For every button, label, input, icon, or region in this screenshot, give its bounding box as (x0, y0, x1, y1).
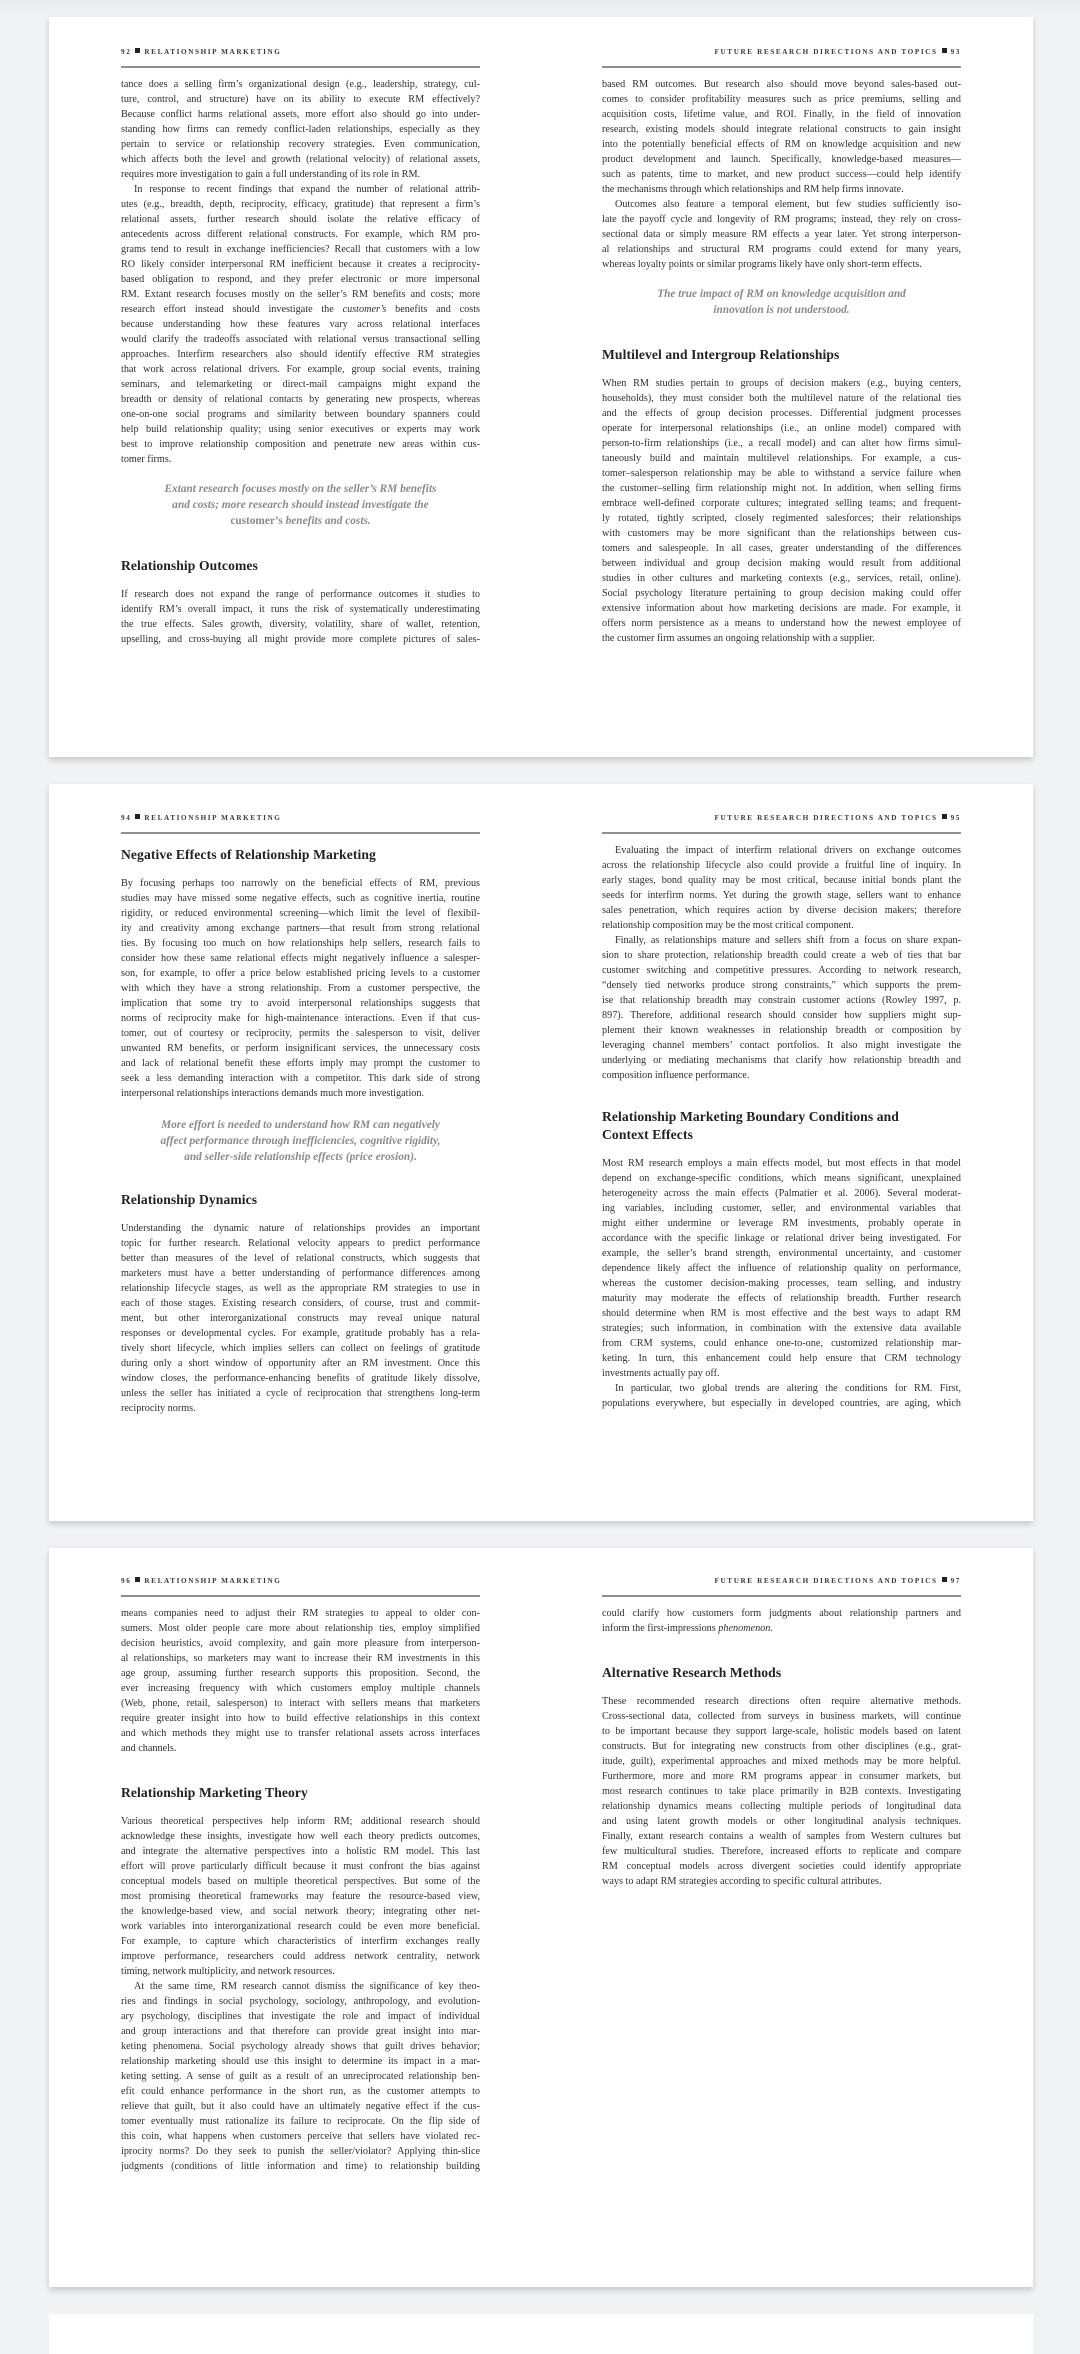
text-line: effort will prove particularly difficult because it must confront the bias against (121, 1861, 480, 1872)
section-heading: Relationship Dynamics (121, 1192, 258, 1207)
text-line: grams tend to result in exchange inefficiencies? Recall that customers with a low (121, 244, 480, 255)
text-line: iprocity norms? Do they seek to punish the seller/violator? Applying thin-slice (121, 2146, 480, 2157)
text-line: ing variables, including customer, seller, and environmental variables that (602, 1203, 961, 1214)
pull-quote-line: More effort is needed to understand how RM can negatively (161, 1119, 440, 1131)
text-line: Most RM research employs a main effects model, but most effects in that model (602, 1158, 961, 1169)
text-line: acquisition costs, lifetime value, and ROI. Finally, in the field of innovation (602, 109, 961, 120)
text-line: operate for interpersonal relationships (i.e., an online model) compared with (602, 423, 961, 434)
pull-quote (121, 1117, 480, 1165)
text-line: improve performance, researchers could address network centrality, network (121, 1951, 480, 1962)
running-head-title: FUTURE RESEARCH DIRECTIONS AND TOPICS (714, 814, 938, 822)
text-line: age group, assuming further research supports this proposition. Second, the (121, 1668, 480, 1679)
text-line: leveraging channel members’ contact portfolios. It also might investigate the (602, 1040, 961, 1051)
text-line: customer switching and competitive pressures. According to network research, (602, 965, 961, 976)
text-line: Furthermore, more and more RM programs appear in consumer markets, but (602, 1771, 961, 1782)
pull-quote-line: and seller-side relationship effects (price erosion). (184, 1151, 417, 1163)
text-line: Finally, extant research contains a wealth of samples from Western cultures but (602, 1831, 961, 1842)
text-line: offers norm persistence as a means to understand how the newest employee of (602, 618, 961, 629)
text-line: interpersonal relationships interactions demands much more investigation. (121, 1088, 425, 1099)
text-line: norms of reciprocity make for high-maintenance interactions. Even if that cus- (121, 1013, 480, 1024)
pull-quote-line: The true impact of RM on knowledge acquisition and (657, 288, 906, 300)
text-line: extensive information about how marketing decisions are made. For example, it (602, 603, 961, 614)
text-line: the customer–selling firm relationship might not. In addition, when selling firms (602, 483, 961, 494)
text-line: tively short lifecycle, which implies sellers can collect on feelings of gratitude (121, 1343, 480, 1354)
page-93 (602, 47, 961, 646)
text-line: requires more investigation to gain a full understanding of its role in RM. (121, 169, 421, 180)
text-line: topic for further research. Relational velocity appears to predict performance (121, 1238, 480, 1249)
text-line: consider how these same relational effects might negatively influence a salesper- (121, 953, 480, 964)
text-line: al relationships and structural RM programs could extend for many years, (602, 244, 961, 255)
pull-quote-line (121, 513, 480, 529)
text-line: sectional data or simply measure RM effects a year later. Yet strong interperson- (602, 229, 961, 240)
text-line: comes to consider profitability measures such as price premiums, selling and (602, 94, 961, 105)
text-line: Various theoretical perspectives help inform RM; additional research should (121, 1816, 480, 1827)
text-line: because understanding how these features vary across relational interfaces (121, 319, 480, 330)
running-head (602, 47, 961, 58)
text-line: RM conceptual models across divergent societies could identify appropriate (602, 1861, 961, 1872)
body-text (602, 376, 961, 646)
text-line: Because conflict harms relational assets, more effort also should go into under- (121, 109, 480, 120)
text-line: that work across relational drivers. For example, group social events, training (121, 364, 480, 375)
page-number: 93 (950, 48, 961, 56)
emphasis: customer’s (342, 304, 387, 315)
text-line: product development and launch. Specifically, knowledge-based measures— (602, 154, 961, 165)
text-line: conceptual models based on multiple theoretical perspectives. But some of the (121, 1876, 480, 1887)
text-line: unless the seller has initiated a cycle of reciprocation that strengthens long-term (121, 1388, 480, 1399)
page-number: 94 (121, 814, 132, 822)
header-rule (602, 66, 961, 68)
text-line: acknowledge these insights, investigate how well each theory predicts outcomes, (121, 1831, 480, 1842)
running-head (121, 813, 480, 824)
body-text (121, 1221, 480, 1416)
text-line: tomer firms. (121, 454, 172, 465)
pull-quote-line: and costs; more research should instead investigate the (172, 499, 429, 511)
text-line: unwanted RM benefits, or perform insignificant services, the unnecessary costs (121, 1043, 480, 1054)
text-line: and using latent growth models or other longitudinal analysis techniques. (602, 1816, 961, 1827)
text-line: studies in other cultures and marketing contexts (e.g., services, retail, online). (602, 573, 961, 584)
text-line: would clarify the tradeoffs associated with relational versus transactional selling (121, 334, 480, 345)
text-line: heterogeneity across the main effects (Palmatier et al. 2006). Several moderat- (602, 1188, 961, 1199)
text-line: rigidity, or reduced environmental screening—which limit the level of flexibil- (121, 908, 480, 919)
text-line: should determine when RM is most effective and the best ways to adapt RM (602, 1308, 961, 1319)
text-line: seeds for interfirm norms. Yet during the growth stage, sellers want to enhance (602, 890, 961, 901)
text-line: Outcomes also feature a temporal element, but few studies sufficiently iso- (615, 199, 961, 210)
header-rule (602, 1595, 961, 1597)
text-line: breadth or density of relational contacts by generating new prospects, whereas (121, 394, 480, 405)
text-line: into the potentially beneficial effects of RM on knowledge acquisition and new (602, 139, 961, 150)
black-square-icon (942, 814, 947, 819)
text-fragment: inform the first-impressions (602, 1623, 716, 1634)
section-heading: Alternative Research Methods (602, 1665, 782, 1680)
pull-quote-line: Extant research focuses mostly on the seller’s RM benefits (164, 483, 437, 495)
text-line: tance does a selling firm’s organizational design (e.g., leadership, strategy, cul- (121, 79, 480, 90)
text-line: ever increasing frequency with which customers employ multiple channels (121, 1683, 480, 1694)
text-line: investments actually pay off. (602, 1368, 720, 1379)
running-head (121, 1576, 480, 1587)
pull-quote-line: innovation is not understood. (713, 304, 850, 316)
text-line: ise that relationship breadth may constrain customer actions (Rowley 1997, p. (602, 995, 961, 1006)
text-line: If research does not expand the range of performance outcomes it studies to (121, 589, 480, 600)
heading-line: Context Effects (602, 1127, 693, 1142)
text-line: populations everywhere, but especially in developed countries, are aging, which (602, 1398, 961, 1409)
text-line: ity and creativity among exchange partners—that result from strong relational (121, 923, 480, 934)
black-square-icon (135, 814, 140, 819)
text-line: keting. In turn, this enhancement could help ensure that CRM technology (602, 1353, 961, 1364)
section-heading: Relationship Marketing Theory (121, 1785, 308, 1800)
text-line: the mechanisms through which relationships and RM help firms innovate. (602, 184, 904, 195)
header-rule (602, 832, 961, 834)
text-line: which affects both the level and growth (relational velocity) of relational assets, (121, 154, 480, 165)
text-line: constructs. But for integrating new constructs from other disciplines (e.g., grat- (602, 1741, 961, 1752)
pull-quote (121, 481, 480, 529)
text-line: most promising theoretical frameworks may feature the resource-based view, (121, 1891, 480, 1902)
text-line: ary psychology, disciplines that investigate the role and impact of individual (121, 2011, 480, 2022)
text-line: composition influence performance. (602, 1070, 750, 1081)
text-line: from CRM systems, could enhance one-to-one, customized relationship mar- (602, 1338, 961, 1349)
text-line: with customers may be more significant than the relationships between cus- (602, 528, 961, 539)
text-line: Evaluating the impact of interfirm relational drivers on exchange outcomes (615, 845, 961, 856)
text-line: relationship dynamics means collecting multiple periods of longitudinal data (602, 1801, 961, 1812)
text-line: and group interactions and that therefore can provide great insight into mar- (121, 2026, 480, 2037)
text-line: across the relationship lifecycle also could provide a fruitful line of inquiry. In (602, 860, 961, 871)
section-heading: Relationship Outcomes (121, 558, 258, 573)
text-line: require greater insight into how to build effective relationships in this context (121, 1713, 480, 1724)
text-line: timing, network multiplicity, and network resources. (121, 1966, 335, 1977)
text-line: relationship composition may be the most critical component. (602, 920, 854, 931)
text-line: efit could enhance performance in the short run, as the customer attempts to (121, 2086, 480, 2097)
text-line: upselling, and cross-buying all might provide more complete pictures of sales- (121, 634, 480, 645)
text-line: relieve that guilt, but it also could have an ultimately negative effect if the cus- (121, 2101, 480, 2112)
page-96 (121, 1576, 480, 2174)
text-line: better than measures of the level of relational constructs, which suggests that (121, 1253, 480, 1264)
text-line: pertain to service or relationship recovery strategies. Even communication, (121, 139, 480, 150)
heading-line: Relationship Marketing Boundary Conditions and (602, 1109, 899, 1124)
text-line: By focusing perhaps too narrowly on the beneficial effects of RM, previous (121, 878, 480, 889)
text-line: These recommended research directions often require alternative methods. (602, 1696, 961, 1707)
text-line: taneously build and maintain multilevel relationships. For example, a cus- (602, 453, 961, 464)
text-line: best to improve relationship composition and penetrate new areas within cus- (121, 439, 480, 450)
text-line: early stages, bond quality may be most critical, because initial bonds plant the (602, 875, 961, 886)
header-rule (121, 832, 480, 834)
text-line: seminars, and telemarketing or direct-mail campaigns might expand the (121, 379, 480, 390)
section-heading: Negative Effects of Relationship Marketing (121, 847, 376, 862)
text-line: marketers must have a better understanding of performance differences among (121, 1268, 480, 1279)
text-line: tomer eventually must rationalize its failure to reciprocate. On the flip side of (121, 2116, 480, 2127)
text-line: and the effects of group decision processes. Differential judgment processes (602, 408, 961, 419)
body-text (602, 1606, 961, 1636)
text-line: example, the seller’s brand strength, environmental uncertainty, and customer (602, 1248, 961, 1259)
text-line: dependence likely affect the influence of relationship quality on performance, (602, 1263, 961, 1274)
text-line: studies may have missed some negative effects, such as cognitive inertia, routine (121, 893, 480, 904)
text-line: In particular, two global trends are altering the conditions for RM. First, (615, 1383, 961, 1394)
text-line: antecedents across different relational constructs. For example, which RM pro- (121, 229, 480, 240)
text-line: reciprocity norms. (121, 1403, 196, 1414)
text-line: keting setting. A sense of guilt as a result of an unreciprocated relationship ben- (121, 2071, 480, 2082)
running-head-title: RELATIONSHIP MARKETING (144, 814, 282, 822)
body-text (121, 587, 480, 647)
text-line: accordance with the specific linkage or relational driver being investigated. For (602, 1233, 961, 1244)
text-line: RM. Extant research focuses mostly on the seller’s RM benefits and costs; more (121, 289, 480, 300)
text-line: whereas the customer decision-making processes, team selling, and industry (602, 1278, 961, 1289)
text-line: households), they must consider both the multilevel nature of the relational ties (602, 393, 961, 404)
text-line: utes (e.g., breadth, depth, reciprocity, efficacy, gratitude) that represent a firm’s (121, 199, 480, 210)
text-line: standing how firms can remedy conflict-laden relationships, especially as they (121, 124, 480, 135)
running-head (121, 47, 480, 58)
next-spread-partial (49, 2314, 1033, 2354)
text-line: plement their known weaknesses in relationship breadth or composition by (602, 1025, 961, 1036)
text-line: (Web, phone, retail, salesperson) to interact with sellers means that marketers (121, 1698, 480, 1709)
text-line: decision heuristics, avoid complexity, and gain more pleasure from interperson- (121, 1638, 480, 1649)
text-line: Understanding the dynamic nature of relationships provides an important (121, 1223, 480, 1234)
text-line: son, for example, to offer a price below established pricing levels to a customer (121, 968, 480, 979)
text-line: ties. By focusing too much on how relationships help sellers, research fails to (121, 938, 480, 949)
text-line: late the payoff cycle and longevity of RM programs; instead, they rely on cross- (602, 214, 961, 225)
text-line: one-on-one social programs and similarity between boundary spanners could (121, 409, 480, 420)
text-line: window closes, the performance-enhancing benefits of gratitude likely dissolve, (121, 1373, 480, 1384)
page-number: 97 (950, 1577, 961, 1585)
text-line: maturity may moderate the effects of relationship breadth. Further research (602, 1293, 961, 1304)
text-line: could clarify how customers form judgments about relationship partners and (602, 1608, 961, 1619)
text-line: At the same time, RM research cannot dismiss the significance of key theo- (134, 1981, 480, 1992)
text-line: during only a short window of opportunity after an RM investment. Once this (121, 1358, 480, 1369)
viewer-top-shadow (0, 0, 1080, 17)
text-line: between individual and group decision making would result from additional (602, 558, 961, 569)
black-square-icon (942, 1577, 947, 1582)
spread-94-95 (49, 784, 1033, 1521)
text-line: with which they have a strong relationship. From a customer perspective, the (121, 983, 480, 994)
text-line: means companies need to adjust their RM strategies to appeal to older con- (121, 1608, 480, 1619)
running-head-title: RELATIONSHIP MARKETING (144, 48, 282, 56)
text-line: whereas loyalty points or similar programs likely have only short-term effects. (602, 259, 922, 270)
page-97 (602, 1576, 961, 1889)
running-head (602, 813, 961, 824)
text-line: sales penetration, which requires action by diverse decision makers; therefore (602, 905, 961, 916)
pull-quote-fragment: benefits and costs. (285, 515, 371, 527)
text-line: approaches. Interfirm researchers also should identify effective RM strategies (121, 349, 480, 360)
text-line: identify RM’s overall impact, it runs the risk of systematically underestimating (121, 604, 480, 615)
text-line: ture, control, and structure) have on its ability to execute RM effectively? (121, 94, 480, 105)
black-square-icon (942, 48, 947, 53)
text-line: work variables into interorganizational research could be even more beneficial. (121, 1921, 480, 1932)
text-line: underlying or mediating mechanisms that clarify how relationship breadth and (602, 1055, 961, 1066)
text-line: Finally, as relationships mature and sellers shift from a focus on share expan- (615, 935, 961, 946)
page-94 (121, 813, 480, 1416)
text-fragment: research effort instead should investigate the (121, 304, 334, 315)
body-text (121, 1606, 480, 1756)
text-line: “densely tied networks produce strong constraints,” which supports the prem- (602, 980, 961, 991)
black-square-icon (135, 1577, 140, 1582)
body-text (121, 77, 480, 467)
text-line: seek a less demanding interaction with a competitor. This dark side of strong (121, 1073, 480, 1084)
page-92 (121, 47, 480, 647)
text-line: depend on exchange-specific conditions, which means significant, unexplained (602, 1173, 961, 1184)
text-line: RO likely consider interpersonal RM inefficient because it creates a reciprocity- (121, 259, 480, 270)
text-line: person-to-firm relationships (i.e., a recall model) and can alter how firms simul- (602, 438, 961, 449)
body-text (602, 77, 961, 272)
text-line: relational assets, further research should isolate the relative efficacy of (121, 214, 480, 225)
page-number: 96 (121, 1577, 132, 1585)
text-line: sumers. Most older people care more about relationship ties, employ simplified (121, 1623, 480, 1634)
body-text (121, 1814, 480, 2174)
emphasis: phenomenon. (718, 1623, 773, 1634)
text-line: ment, but other interorganizational constructs may reveal unique natural (121, 1313, 480, 1324)
text-line: most research continues to take place primarily in B2B contexts. Investigating (602, 1786, 961, 1797)
running-head-title: RELATIONSHIP MARKETING (144, 1577, 282, 1585)
text-line: ly rotated, tightly scripted, closely regimented salesforces; their relationships (602, 513, 961, 524)
text-line: and integrate the alternative perspectives into a holistic RM model. This last (121, 1846, 480, 1857)
spread-92-93 (49, 17, 1033, 757)
text-line: al relationships, so marketers may want to increase their RM investments in this (121, 1653, 480, 1664)
text-line: tomer–salesperson relationship may be able to withstand a service failure when (602, 468, 961, 479)
text-line: the customer firm assumes an ongoing relationship with a supplier. (602, 633, 875, 644)
text-line: sion to share protection, relationship breadth could create a web of ties that bar (602, 950, 961, 961)
section-heading: Multilevel and Intergroup Relationships (602, 347, 840, 362)
text-line: responses or developmental cycles. For example, gratitude probably has a rela- (121, 1328, 480, 1339)
pull-quote-line: affect performance through inefficiencies, cognitive rigidity, (160, 1135, 441, 1147)
text-fragment: benefits and costs (395, 304, 480, 315)
text-line: based RM outcomes. But research also should move beyond sales-based out- (602, 79, 961, 90)
text-line: few multicultural studies. Therefore, increased efforts to replicate and compare (602, 1846, 961, 1857)
text-line: For example, to capture which characteristics of interfirm exchanges really (121, 1936, 480, 1947)
body-text (602, 1156, 961, 1411)
section-heading (602, 1108, 961, 1144)
text-line: and channels. (121, 1743, 177, 1754)
text-line: the knowledge-based view, and social network theory; integrating other net- (121, 1906, 480, 1917)
text-line: to be important because they support large-scale, holistic models based on latent (602, 1726, 961, 1737)
black-square-icon (135, 48, 140, 53)
running-head-title: FUTURE RESEARCH DIRECTIONS AND TOPICS (714, 1577, 938, 1585)
body-text (602, 1694, 961, 1889)
body-text (602, 843, 961, 1083)
text-line: relationship marketing should use this insight to determine its impact in a mar- (121, 2056, 480, 2067)
spread-96-97 (49, 1548, 1033, 2287)
text-line: relationship lifecycle stages, as well as the appropriate RM strategies to use in (121, 1283, 480, 1294)
text-line: ways to adapt RM strategies according to specific cultural attributes. (602, 1876, 882, 1887)
text-line: When RM studies pertain to groups of decision makers (e.g., buying centers, (602, 378, 961, 389)
text-line: judgments (conditions of little information and time) to relationship building (121, 2161, 480, 2172)
text-line: help build relationship quality; using senior executives or experts may work (121, 424, 480, 435)
text-line: based obligation to respond, and they prefer electronic or more impersonal (121, 274, 480, 285)
page-number: 95 (950, 814, 961, 822)
body-text (121, 876, 480, 1101)
text-line: tomers and salespeople. In all cases, greater understanding of the differences (602, 543, 961, 554)
running-head-title: FUTURE RESEARCH DIRECTIONS AND TOPICS (714, 48, 938, 56)
text-line: strategies; such information, in combination with the extensive data available (602, 1323, 961, 1334)
page-95 (602, 813, 961, 1411)
text-line: 897). Therefore, additional research should consider how suppliers might sup- (602, 1010, 961, 1021)
text-line: might either undermine or leverage RM investments, probably operate in (602, 1218, 961, 1229)
text-line: each of those stages. Existing research considers, of course, trust and commit- (121, 1298, 480, 1309)
text-line: research, existing models should integrate relational constructs to gain insight (602, 124, 961, 135)
header-rule (121, 1595, 480, 1597)
text-line: such as patents, time to market, and new product success—could help identify (602, 169, 961, 180)
text-line: Cross-sectional data, collected from surveys in business markets, will continue (602, 1711, 961, 1722)
text-line: ries and findings in social psychology, sociology, anthropology, and evolution- (121, 1996, 480, 2007)
pull-quote-upright-word: customer’s (230, 515, 283, 527)
text-line: tomer, out of courtesy or reciprocity, permits the salesperson to visit, deliver (121, 1028, 480, 1039)
text-line: keting phenomena. Social psychology already shows that guilt drives behavior; (121, 2041, 480, 2052)
page-number: 92 (121, 48, 132, 56)
pull-quote (602, 286, 961, 318)
text-line: embrace well-defined corporate cultures; integrated selling teams; and frequent- (602, 498, 961, 509)
text-line: implication that some try to avoid interpersonal relationships suggests that (121, 998, 480, 1009)
text-line: In response to recent findings that expand the number of relational attrib- (134, 184, 480, 195)
running-head (602, 1576, 961, 1587)
header-rule (121, 66, 480, 68)
text-line: and which methods they might use to transfer relational assets across interfaces (121, 1728, 480, 1739)
text-line (602, 1621, 961, 1636)
text-line: itude, guilt), experimental approaches and mixed methods may be more helpful. (602, 1756, 961, 1767)
text-line: this coin, what happens when customers perceive that sellers have violated rec- (121, 2131, 480, 2142)
text-line: the true effects. Sales growth, diversity, volatility, share of wallet, retention, (121, 619, 480, 630)
text-line: Social psychology literature pertaining to group decision making could offer (602, 588, 961, 599)
text-line (121, 302, 480, 317)
text-line: and lack of relational benefit these efforts imply may prompt the customer to (121, 1058, 480, 1069)
